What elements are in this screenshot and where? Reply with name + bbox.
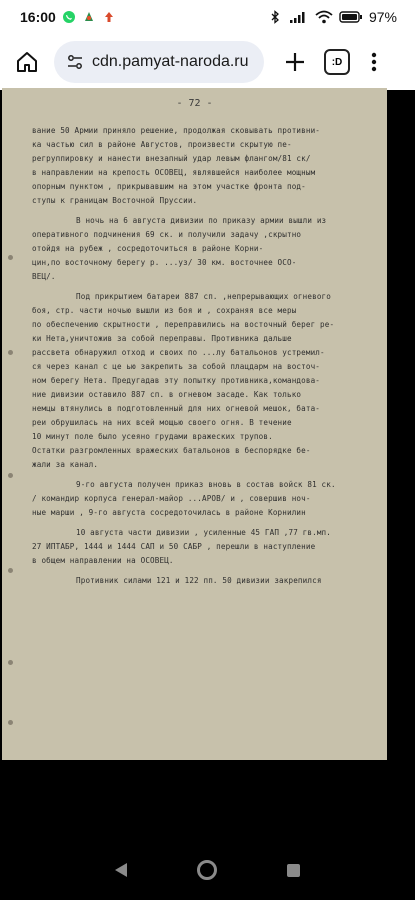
new-tab-button[interactable] bbox=[280, 47, 310, 77]
text-line: в направлении на крепость ОСОВЕЦ, являвшейся наиболее мощным bbox=[32, 168, 316, 177]
browser-toolbar bbox=[0, 34, 415, 90]
text-line: ние дивизии оставило 887 сп. в огневом засаде. Как только bbox=[32, 390, 302, 399]
bluetooth-icon bbox=[269, 10, 283, 24]
page-number: - 72 - bbox=[176, 98, 213, 109]
text-line: ные марши , 9-го августа сосредоточилась в районе Корнилин bbox=[32, 508, 306, 517]
text-line: вание 50 Армии приняло решение, продолжая сковывать противни- bbox=[32, 126, 321, 135]
text-line: 10 минут поле было усеяно грудами вражеских трупов. bbox=[32, 432, 273, 441]
recents-button[interactable] bbox=[287, 864, 300, 877]
document-scan bbox=[2, 88, 387, 760]
text-line: по обеспечению скрытности , переправились на восточный берег ре- bbox=[32, 320, 335, 329]
text-line: 27 ИПТАБР, 1444 и 1444 САП и 50 САБР , перешли в наступление bbox=[32, 542, 316, 551]
battery-icon bbox=[339, 10, 363, 24]
battery-percent: 97% bbox=[368, 9, 397, 25]
text-line: ступы к границам Восточной Пруссии. bbox=[32, 196, 198, 205]
address-bar[interactable] bbox=[54, 41, 264, 83]
status-left bbox=[20, 9, 116, 25]
text-line: Противник силами 121 и 122 пп. 50 дивизии закрепился bbox=[76, 576, 322, 585]
punch-hole-mark bbox=[8, 660, 13, 665]
home-icon bbox=[15, 50, 39, 74]
punch-hole-mark bbox=[8, 568, 13, 573]
punch-hole-mark bbox=[8, 255, 13, 260]
plus-icon bbox=[284, 51, 306, 73]
text-line: ка частью сил в районе Августов, произвести скрытую пе- bbox=[32, 140, 292, 149]
text-line: ки Нета,уничтожив за собой переправы. Противника дальше bbox=[32, 334, 292, 343]
status-bar bbox=[0, 0, 415, 34]
text-line: В ночь на 6 августа дивизии по приказу армии вышли из bbox=[76, 216, 327, 225]
punch-hole-mark bbox=[8, 350, 13, 355]
text-line: 10 августа части дивизии , усиленные 45 ГАП ,77 гв.мп. bbox=[76, 528, 331, 537]
punch-hole-mark bbox=[8, 473, 13, 478]
document-page bbox=[2, 88, 387, 760]
text-line: ся через канал с це ью закрепить за собой плацдарм на восточ- bbox=[32, 362, 321, 371]
tab-switcher-button[interactable] bbox=[324, 49, 350, 75]
document-text bbox=[32, 124, 384, 588]
upload-arrow-icon bbox=[102, 10, 116, 24]
text-line: немцы втянулись в подготовленный для них огневой мешок, бата- bbox=[32, 404, 321, 413]
home-button[interactable] bbox=[12, 47, 42, 77]
status-right bbox=[269, 9, 397, 25]
text-line: в общем направлении на ОСОВЕЦ. bbox=[32, 556, 174, 565]
signal-icon bbox=[289, 10, 309, 24]
text-line: Под прикрытием батареи 887 сп. ,непрерывающих огневого bbox=[76, 292, 331, 301]
text-line: ном берегу Нета. Предугадав эту попытку противника,командова- bbox=[32, 376, 321, 385]
punch-hole-mark bbox=[8, 720, 13, 725]
app-notification-icon bbox=[82, 10, 96, 24]
text-line: оперативного подчинения 69 ск. и получили задачу ,скрытно bbox=[32, 230, 302, 239]
site-settings-icon[interactable] bbox=[66, 53, 84, 71]
text-line: 9-го августа получен приказ вновь в состав войск 81 ск. bbox=[76, 480, 336, 489]
back-button[interactable] bbox=[115, 863, 127, 877]
system-nav-bar bbox=[0, 840, 415, 900]
text-line: регруппировку и нанести внезапный удар левым флангом/81 ск/ bbox=[32, 154, 311, 163]
status-time: 16:00 bbox=[20, 9, 56, 25]
text-line: жали за канал. bbox=[32, 460, 99, 469]
wifi-icon bbox=[315, 10, 333, 24]
text-line: Остатки разгромленных вражеских батальонов в беспорядке бе- bbox=[32, 446, 311, 455]
more-vert-icon bbox=[371, 51, 377, 73]
text-line: рассвета обнаружил отход и своих по ...лу батальонов устремил- bbox=[32, 348, 325, 357]
menu-button[interactable] bbox=[364, 47, 384, 77]
whatsapp-icon bbox=[62, 10, 76, 24]
home-nav-button[interactable] bbox=[197, 860, 217, 880]
text-line: опорным пунктом , прикрывавшим на этом участке фронта под- bbox=[32, 182, 306, 191]
text-line: реи обрушилась на них всей мощью своего огня. В течение bbox=[32, 418, 292, 427]
text-line: / командир корпуса генерал-майор ...АРОВ/ и , совершив ноч- bbox=[32, 494, 311, 503]
text-line: отойдя на рубеж , сосредоточиться в районе Корни- bbox=[32, 244, 264, 253]
url-text: cdn.pamyat-naroda.ru bbox=[92, 53, 249, 70]
text-line: боя, стр. части ночью вышли из боя и , сохраняя все меры bbox=[32, 306, 297, 315]
text-line: ВЕЦ/. bbox=[32, 272, 56, 281]
tab-count: :D bbox=[331, 56, 343, 68]
text-line: цин,по восточному берегу р. ...уз/ 30 км. восточнее ОСО- bbox=[32, 258, 297, 267]
